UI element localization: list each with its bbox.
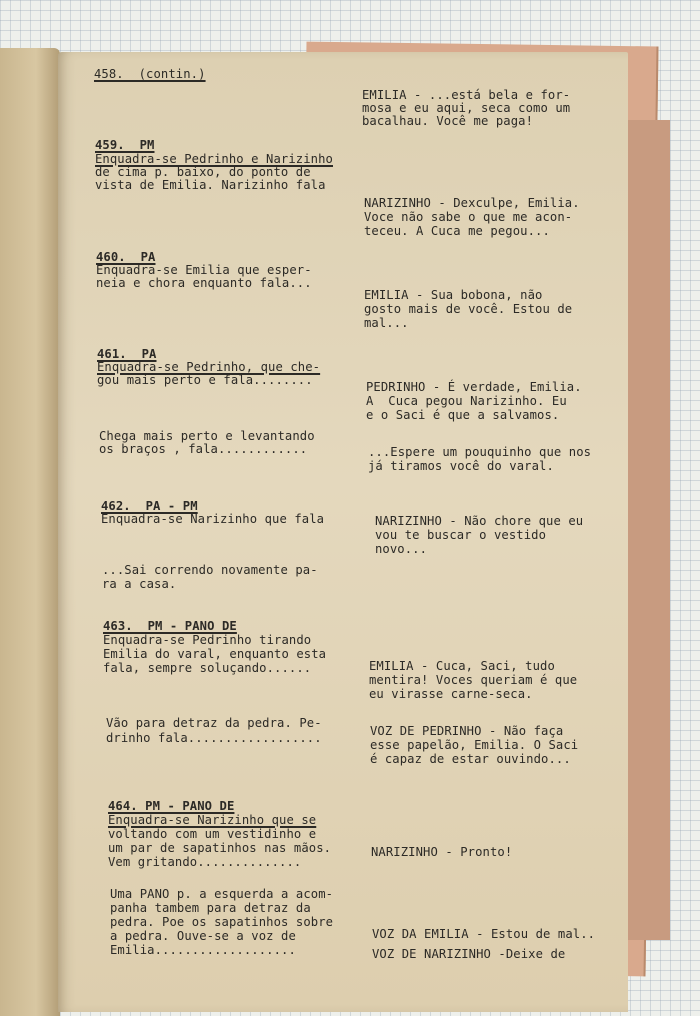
action-line: Vão para detraz da pedra. Pe- — [106, 716, 322, 730]
dialogue-line: bacalhau. Você me paga! — [362, 114, 534, 128]
scene-462-heading: 462. PA - PM — [101, 499, 198, 513]
scene-463-line: Emilia do varal, enquanto esta — [103, 647, 327, 661]
dialogue-line: esse papelão, Emilia. O Saci — [370, 738, 579, 752]
dialogue-line: EMILIA - Cuca, Saci, tudo — [369, 659, 555, 673]
action-line: a pedra. Ouve-se a voz de — [110, 929, 296, 943]
scene-464-line: um par de sapatinhos nas mãos. — [108, 841, 332, 855]
dialogue-line: NARIZINHO - Não chore que eu — [375, 514, 584, 528]
action-line: drinho fala.................. — [106, 731, 322, 745]
left-book-page — [0, 48, 60, 1016]
dialogue-line: EMILIA - Sua bobona, não — [364, 288, 543, 302]
dialogue-line: mal... — [364, 316, 409, 330]
dialogue-line: mentira! Voces queriam é que — [369, 673, 578, 687]
dialogue-line: VOZ DE NARIZINHO -Deixe de — [372, 947, 566, 961]
action-line: panha tambem para detraz da — [110, 901, 311, 915]
scene-461-heading: 461. PA — [97, 347, 157, 361]
scene-463-line: Enquadra-se Pedrinho tirando — [103, 633, 312, 647]
scene-464-heading: 464. PM - PANO DE — [108, 799, 235, 813]
dialogue-line: VOZ DA EMILIA - Estou de mal.. — [372, 927, 596, 941]
action-line: ra a casa. — [102, 577, 177, 591]
dialogue-line: NARIZINHO - Pronto! — [371, 845, 513, 859]
scene-460-line: Enquadra-se Emilia que esper- — [96, 263, 312, 277]
dialogue-line: já tiramos você do varal. — [368, 459, 554, 473]
dialogue-line: eu virasse carne-seca. — [369, 687, 533, 701]
scene-460-heading: 460. PA — [96, 250, 156, 264]
dialogue-line: ...Espere um pouquinho que nos — [368, 445, 592, 459]
scene-461-line: Enquadra-se Pedrinho, que che- — [97, 360, 321, 374]
action-line: ...Sai correndo novamente pa- — [102, 563, 318, 577]
dialogue-line: é capaz de estar ouvindo... — [370, 752, 571, 766]
scene-464-line: voltando com um vestidinho e — [108, 827, 317, 841]
dialogue-line: PEDRINHO - É verdade, Emilia. — [366, 380, 582, 394]
action-line: Chega mais perto e levantando — [99, 429, 315, 443]
dialogue-line: VOZ DE PEDRINHO - Não faça — [370, 724, 564, 738]
scene-459-line: vista de Emilia. Narizinho fala — [95, 178, 326, 192]
scene-462-line: Enquadra-se Narizinho que fala — [101, 512, 325, 526]
dialogue-line: A Cuca pegou Narizinho. Eu — [366, 394, 567, 408]
action-line: pedra. Poe os sapatinhos sobre — [110, 915, 334, 929]
action-line: Uma PANO p. a esquerda a acom- — [110, 887, 334, 901]
dialogue-line: vou te buscar o vestido — [375, 528, 547, 542]
dialogue-line: NARIZINHO - Dexculpe, Emilia. — [364, 196, 580, 210]
dialogue-line: teceu. A Cuca me pegou... — [364, 224, 550, 238]
dialogue-line: novo... — [375, 542, 428, 556]
scene-464-line: Enquadra-se Narizinho que se — [108, 813, 317, 827]
scene-459-heading: 459. PM — [95, 138, 155, 152]
scene-463-line: fala, sempre soluçando...... — [103, 661, 312, 675]
action-line: os braços , fala............ — [99, 442, 308, 456]
dialogue-line: gosto mais de você. Estou de — [364, 302, 573, 316]
page-header: 458. (contin.) — [94, 67, 206, 81]
dialogue-line: mosa e eu aqui, seca como um — [362, 101, 571, 115]
scene-459-line: de cima p. baixo, do ponto de — [95, 165, 311, 179]
scene-463-heading: 463. PM - PANO DE — [103, 619, 237, 633]
dialogue-line: EMILIA - ...está bela e for- — [362, 88, 571, 102]
action-line: Emilia................... — [110, 943, 296, 957]
scene-464-line: Vem gritando.............. — [108, 855, 302, 869]
dialogue-line: Voce não sabe o que me acon- — [364, 210, 573, 224]
scene-461-line: gou mais perto e fala........ — [97, 373, 313, 387]
scene-459-line: Enquadra-se Pedrinho e Narizinho — [95, 152, 333, 166]
scene-460-line: neia e chora enquanto fala... — [96, 276, 312, 290]
typed-script-page — [58, 52, 628, 1012]
dialogue-line: e o Saci é que a salvamos. — [366, 408, 560, 422]
